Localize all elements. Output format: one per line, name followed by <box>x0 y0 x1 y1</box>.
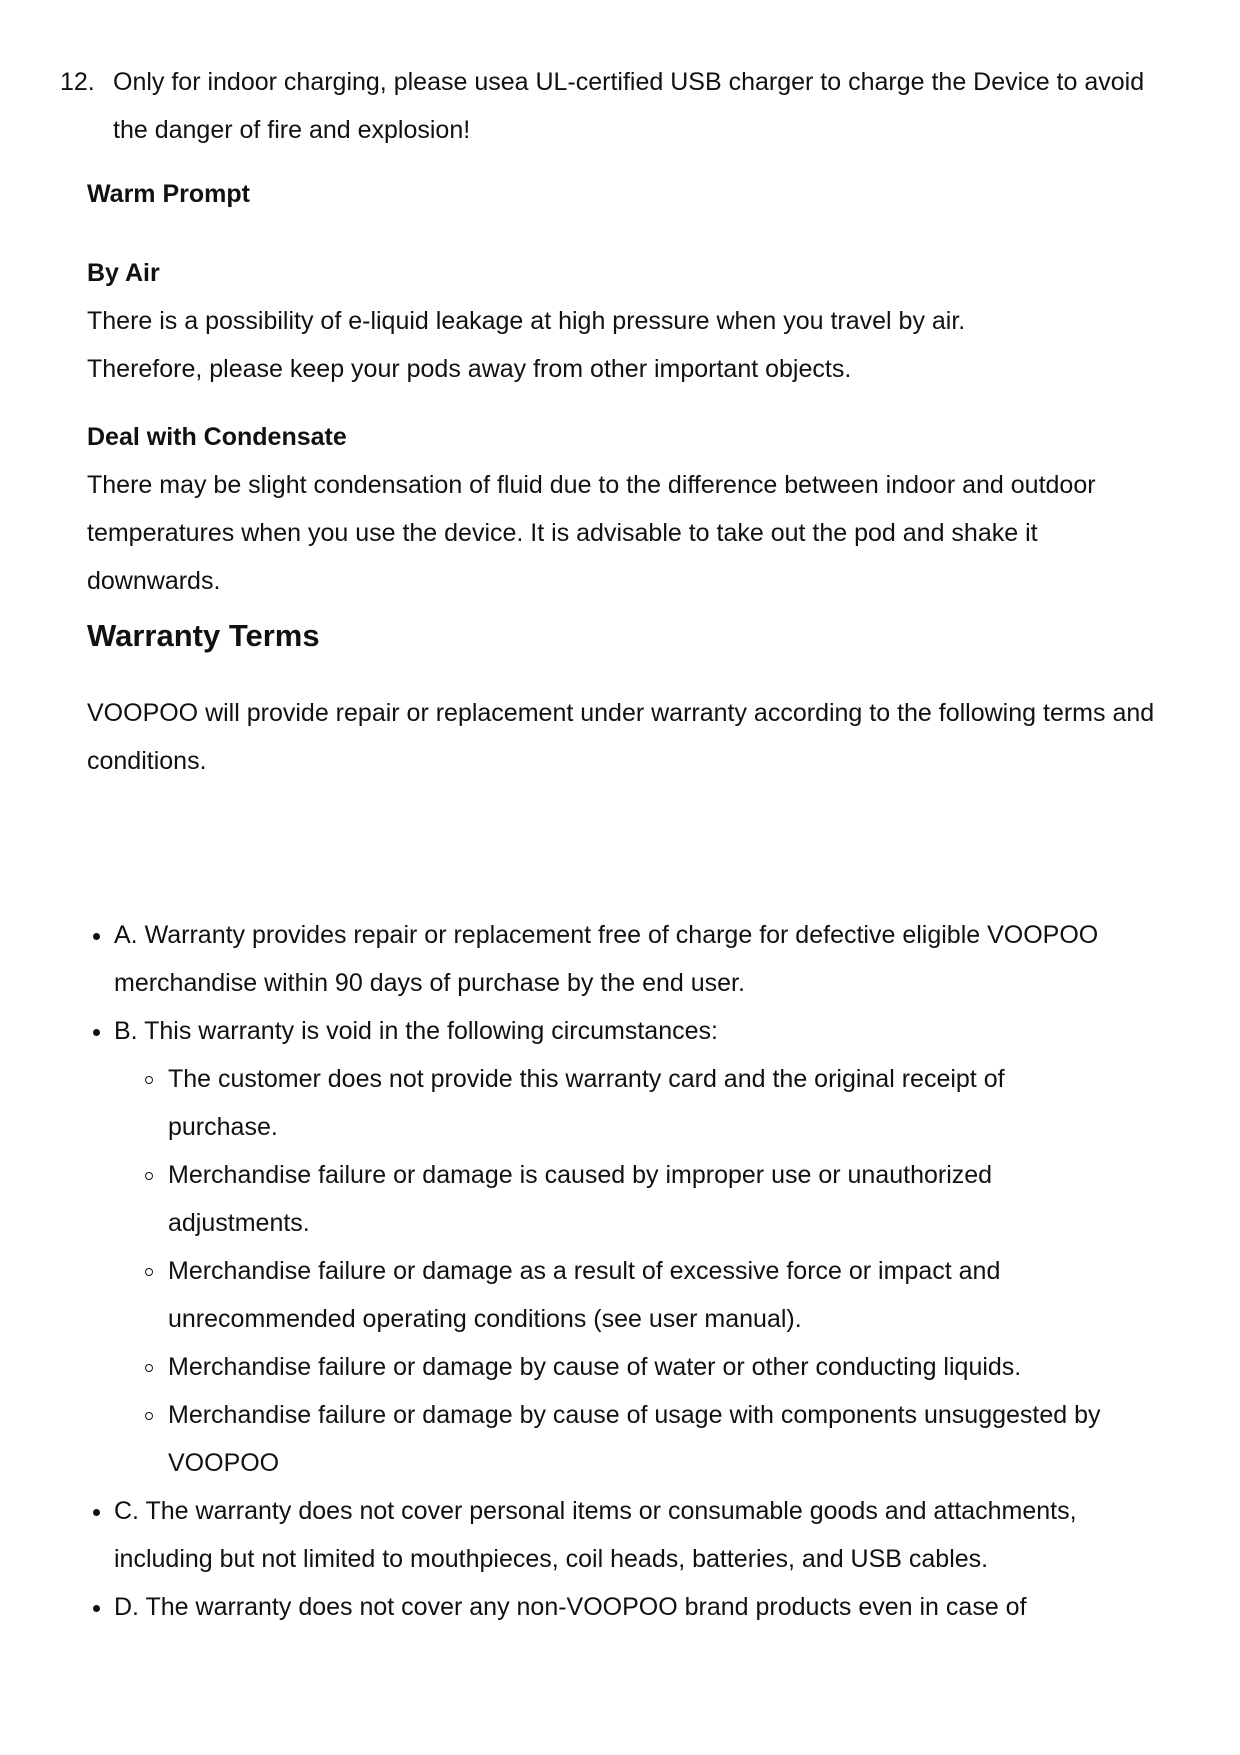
by-air-section <box>87 249 1167 393</box>
warranty-terms-heading: Warranty Terms <box>87 618 320 653</box>
warranty-intro: VOOPOO will provide repair or replacement under warranty according to the following terms and conditions. <box>87 699 1155 775</box>
condensate-heading: Deal with Condensate <box>87 423 347 451</box>
bullet-icon <box>93 1029 100 1036</box>
bullet-icon <box>93 933 100 940</box>
by-air-heading: By Air <box>87 259 160 287</box>
void-circumstance-item <box>114 1343 1168 1391</box>
void-circumstance-item <box>114 1391 1168 1487</box>
warranty-item-text: B. This warranty is void in the following circumstances: <box>114 1017 718 1045</box>
warranty-item-c <box>87 1487 1187 1583</box>
hollow-bullet-icon <box>145 1172 153 1180</box>
void-circumstance-text: Merchandise failure or damage is caused by improper use or unauthorized adjustments. <box>168 1161 993 1237</box>
void-circumstance-text: Merchandise failure or damage by cause of water or other conducting liquids. <box>168 1353 1022 1381</box>
void-circumstances-list <box>114 1055 1187 1487</box>
hollow-bullet-icon <box>145 1268 153 1276</box>
warranty-list <box>87 911 1187 1631</box>
item-text: Only for indoor charging, please usea UL-certified USB charger to charge the Device to avoid the danger of fire and explosion! <box>113 68 1145 144</box>
bullet-icon <box>93 1509 100 1516</box>
void-circumstance-text: Merchandise failure or damage as a result of excessive force or impact and unrecommended operating conditions (see user manual). <box>168 1257 1001 1333</box>
warranty-item-b <box>87 1007 1187 1487</box>
condensate-body: There may be slight condensation of fluid due to the difference between indoor and outdoor temperatures when you use the device. It is advisable to take out the pod and shake it downwards. <box>87 471 1096 595</box>
void-circumstance-item <box>114 1247 1168 1343</box>
warm-prompt-heading: Warm Prompt <box>87 180 250 208</box>
void-circumstance-text: The customer does not provide this warranty card and the original receipt of purchase. <box>168 1065 1005 1141</box>
warranty-item-text: C. The warranty does not cover personal items or consumable goods and attachments, including but not limited to mouthpieces, coil heads, batteries, and USB cables. <box>114 1497 1077 1573</box>
warranty-item-text: D. The warranty does not cover any non-VOOPOO brand products even in case of <box>114 1593 1027 1621</box>
warranty-item-text: A. Warranty provides repair or replacement free of charge for defective eligible VOOPOO merchandise within 90 days of purchase by the end user. <box>114 921 1099 997</box>
bullet-icon <box>93 1605 100 1612</box>
warranty-item-a <box>87 911 1187 1007</box>
void-circumstance-item <box>114 1055 1168 1151</box>
hollow-bullet-icon <box>145 1364 153 1372</box>
void-circumstance-item <box>114 1151 1168 1247</box>
by-air-body: There is a possibility of e-liquid leakage at high pressure when you travel by air. Therefore, please keep your pods away from other important objects. <box>87 307 966 383</box>
item-number: 12. <box>60 68 95 96</box>
condensate-section <box>87 413 1167 605</box>
hollow-bullet-icon <box>145 1412 153 1420</box>
warranty-item-d <box>87 1583 1187 1631</box>
numbered-item-12 <box>60 58 1180 154</box>
void-circumstance-text: Merchandise failure or damage by cause of usage with components unsuggested by VOOPOO <box>168 1401 1101 1477</box>
hollow-bullet-icon <box>145 1076 153 1084</box>
